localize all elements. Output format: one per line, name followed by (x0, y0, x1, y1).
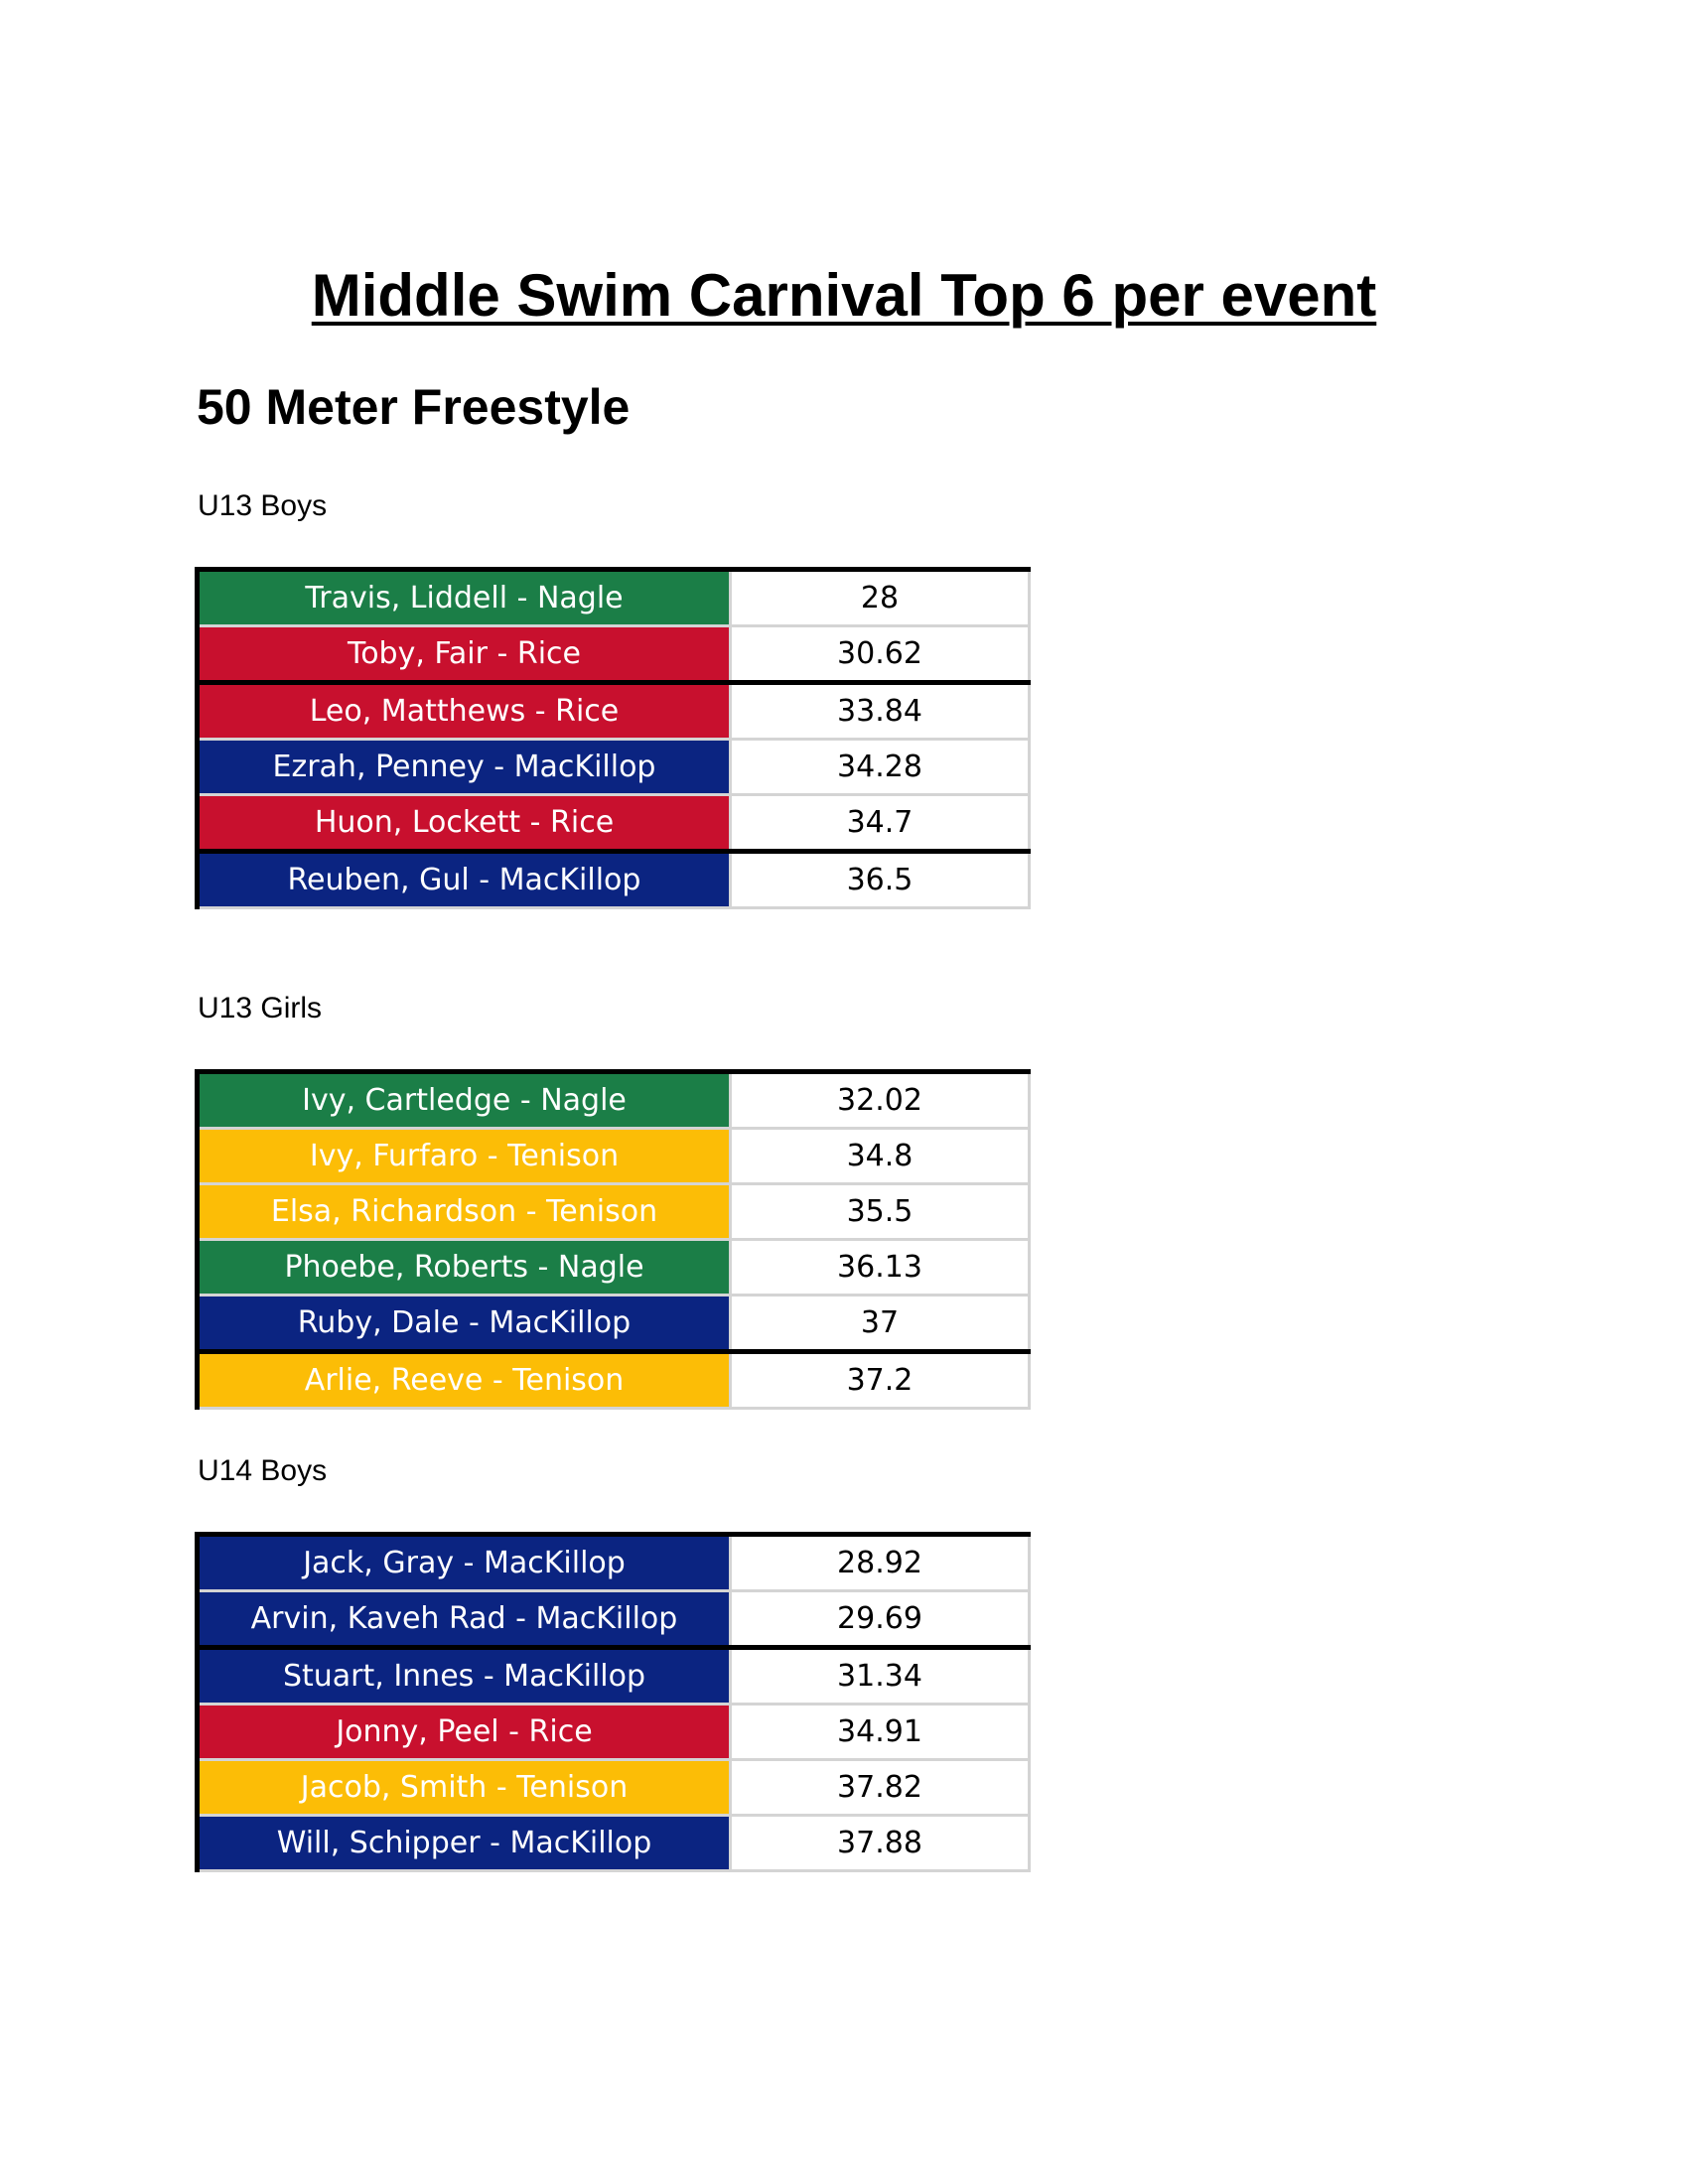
results-table-u14-boys (195, 1532, 1031, 1872)
swim-time: 30.62 (731, 626, 1030, 683)
table-row (198, 1072, 1030, 1129)
swimmer-name: Jack, Gray - MacKillop (198, 1535, 731, 1591)
table-row (198, 1760, 1030, 1816)
swim-time: 31.34 (731, 1648, 1030, 1705)
swimmer-name: Jonny, Peel - Rice (198, 1705, 731, 1760)
table-row (198, 1591, 1030, 1648)
swimmer-name: Ivy, Furfaro - Tenison (198, 1129, 731, 1184)
results-table-u13-boys (195, 567, 1031, 909)
swimmer-name: Jacob, Smith - Tenison (198, 1760, 731, 1816)
swimmer-name: Ivy, Cartledge - Nagle (198, 1072, 731, 1129)
swimmer-name: Phoebe, Roberts - Nagle (198, 1240, 731, 1296)
swim-time: 36.13 (731, 1240, 1030, 1296)
results-table-u13-girls (195, 1069, 1031, 1410)
swim-time: 37.82 (731, 1760, 1030, 1816)
table-row (198, 740, 1030, 795)
swim-time: 35.5 (731, 1184, 1030, 1240)
swimmer-name: Leo, Matthews - Rice (198, 683, 731, 740)
swimmer-name: Arvin, Kaveh Rad - MacKillop (198, 1591, 731, 1648)
table-row (198, 1240, 1030, 1296)
swimmer-name: Travis, Liddell - Nagle (198, 570, 731, 626)
swimmer-name: Toby, Fair - Rice (198, 626, 731, 683)
table-row (198, 1535, 1030, 1591)
table-row (198, 1296, 1030, 1352)
table-row (198, 683, 1030, 740)
table-row (198, 626, 1030, 683)
table-row (198, 1648, 1030, 1705)
event-title: 50 Meter Freestyle (197, 379, 631, 435)
swim-time: 33.84 (731, 683, 1030, 740)
table-row (198, 1705, 1030, 1760)
table-row (198, 1129, 1030, 1184)
swimmer-name: Ezrah, Penney - MacKillop (198, 740, 731, 795)
swimmer-name: Arlie, Reeve - Tenison (198, 1352, 731, 1409)
page-title: Middle Swim Carnival Top 6 per event (311, 262, 1377, 329)
swim-time: 37.2 (731, 1352, 1030, 1409)
swim-time: 34.91 (731, 1705, 1030, 1760)
table-row (198, 570, 1030, 626)
swimmer-name: Will, Schipper - MacKillop (198, 1816, 731, 1871)
table-row (198, 852, 1030, 908)
group-label-u14-boys: U14 Boys (198, 1454, 328, 1487)
group-label-u13-girls: U13 Girls (198, 992, 323, 1024)
table-row (198, 1352, 1030, 1409)
swim-time: 37.88 (731, 1816, 1030, 1871)
table-row (198, 795, 1030, 852)
table-row (198, 1184, 1030, 1240)
swimmer-name: Stuart, Innes - MacKillop (198, 1648, 731, 1705)
swim-time: 29.69 (731, 1591, 1030, 1648)
swimmer-name: Elsa, Richardson - Tenison (198, 1184, 731, 1240)
group-label-u13-boys: U13 Boys (198, 489, 328, 522)
swim-time: 28 (731, 570, 1030, 626)
table-row (198, 1816, 1030, 1871)
swim-time: 34.8 (731, 1129, 1030, 1184)
swim-time: 32.02 (731, 1072, 1030, 1129)
swim-time: 28.92 (731, 1535, 1030, 1591)
swim-time: 34.7 (731, 795, 1030, 852)
swimmer-name: Huon, Lockett - Rice (198, 795, 731, 852)
swim-time: 37 (731, 1296, 1030, 1352)
swim-time: 36.5 (731, 852, 1030, 908)
swim-time: 34.28 (731, 740, 1030, 795)
swimmer-name: Reuben, Gul - MacKillop (198, 852, 731, 908)
swimmer-name: Ruby, Dale - MacKillop (198, 1296, 731, 1352)
